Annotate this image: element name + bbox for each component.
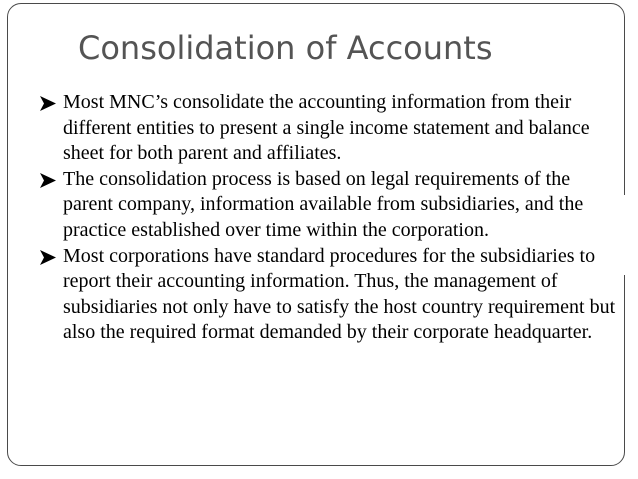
bullet-item-process — [38, 167, 620, 244]
bullet-list — [38, 90, 620, 346]
bullet-item-procedures — [38, 244, 620, 346]
diamond-bullet-icon — [40, 250, 56, 265]
slide-title: Consolidation of Accounts — [78, 29, 493, 67]
diamond-bullet-icon — [40, 96, 56, 111]
bullet-text: Most corporations have standard procedures for the subsidiaries to report their accounting information. Thus, the management of subsidiaries not only have to satisfy the host country requirement but also the required format demanded by their corporate headquarter. — [63, 244, 616, 344]
bullet-item-consolidation — [38, 90, 620, 167]
diamond-bullet-icon — [40, 173, 56, 188]
bullet-text: Most MNC’s consolidate the accounting information from their different entities to present a single income statement and balance sheet for both parent and affiliates. — [63, 91, 590, 165]
frame-gap — [624, 195, 632, 275]
bullet-text: The consolidation process is based on legal requirements of the parent company, information available from subsidiaries, and the practice established over time within the corporation. — [63, 167, 584, 241]
